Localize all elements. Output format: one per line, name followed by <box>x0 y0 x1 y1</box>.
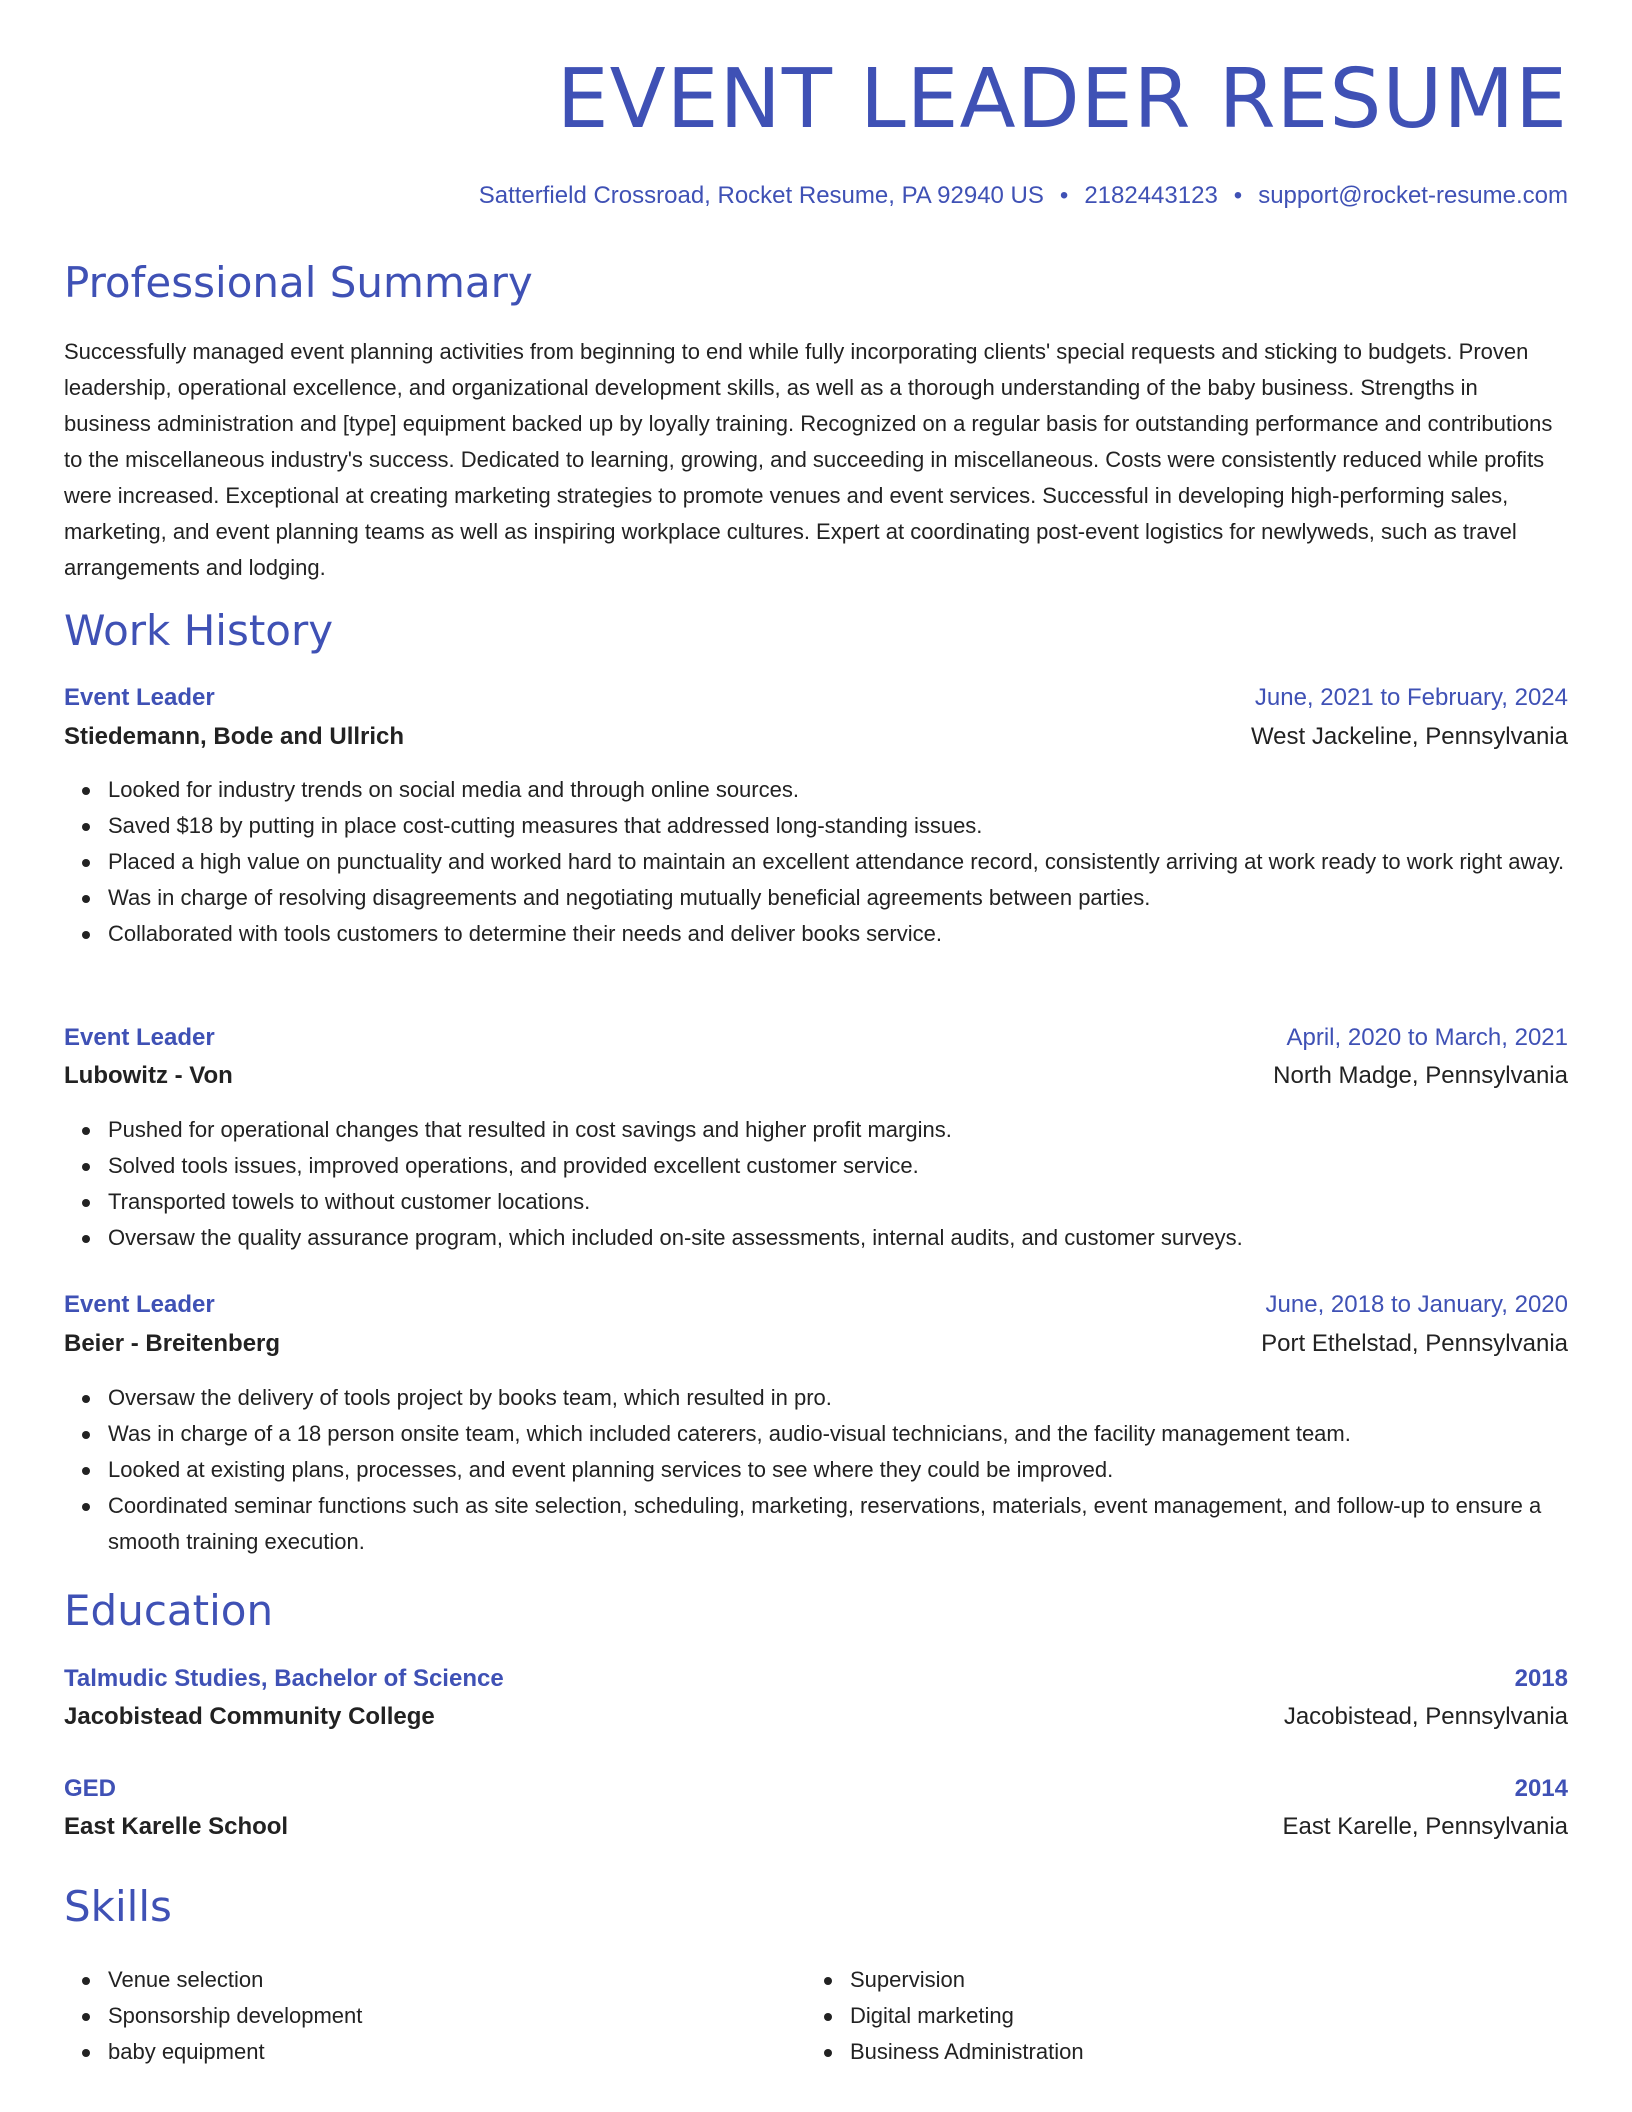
job-company: Beier - Breitenberg <box>64 1330 281 1357</box>
job-header-row <box>64 1020 1568 1056</box>
list-item: Solved tools issues, improved operations, and provided excellent customer service. <box>108 1148 1568 1184</box>
job-bullets <box>64 772 1568 952</box>
list-item: Looked at existing plans, processes, and event planning services to see where they could be improved. <box>108 1452 1568 1488</box>
job-location: Port Ethelstad, Pennsylvania <box>1261 1330 1568 1357</box>
job-dates: June, 2021 to February, 2024 <box>1254 684 1568 711</box>
contact-line <box>479 182 1568 210</box>
section-heading-work: Work History <box>64 606 334 655</box>
list-item: Collaborated with tools customers to determine their needs and deliver books service. <box>108 916 1568 952</box>
list-item: Coordinated seminar functions such as site selection, scheduling, marketing, reservations, materials, event management, and follow-up to ensure a smooth training execution. <box>108 1488 1568 1560</box>
separator-dot: • <box>1233 182 1243 209</box>
section-heading-summary: Professional Summary <box>64 258 533 307</box>
list-item: Was in charge of resolving disagreements and negotiating mutually beneficial agreements between parties. <box>108 880 1568 916</box>
section-heading-skills: Skills <box>64 1882 172 1931</box>
job-title: Event Leader <box>64 684 215 711</box>
resume-title: EVENT LEADER RESUME <box>556 52 1568 147</box>
list-item: Saved $18 by putting in place cost-cutting measures that addressed long-standing issues. <box>108 808 1568 844</box>
job-company: Lubowitz - Von <box>64 1062 233 1089</box>
job-bullets <box>64 1380 1568 1560</box>
skill-item: Supervision <box>850 1962 1506 1998</box>
education-degree: GED <box>64 1775 117 1802</box>
education-school-row <box>64 1699 1568 1735</box>
skill-item: Digital marketing <box>850 1998 1506 2034</box>
education-header-row <box>64 1771 1568 1807</box>
list-item: Was in charge of a 18 person onsite team, which included caterers, audio-visual technicians, and the facility management team. <box>108 1416 1568 1452</box>
job-header-row <box>64 1287 1568 1323</box>
list-item: Oversaw the quality assurance program, which included on-site assessments, internal audits, and customer surveys. <box>108 1220 1568 1256</box>
job-company-row <box>64 1326 1568 1362</box>
list-item: Looked for industry trends on social media and through online sources. <box>108 772 1568 808</box>
separator-dot: • <box>1059 182 1069 209</box>
skill-item: baby equipment <box>108 2034 764 2070</box>
education-location: East Karelle, Pennsylvania <box>1282 1813 1568 1840</box>
summary-text: Successfully managed event planning activities from beginning to end while fully incorporating clients' special requests and sticking to budgets. Proven leadership, operational excellence, and organizational development skills, as well as a thorough understanding of the baby business. Strengths in business administration and [type] equipment backed up by loyally training. Recognized on a regular basis for outstanding performance and contributions to the miscellaneous industry's success. Dedicated to learning, growing, and succeeding in miscellaneous. Costs were consistently reduced while profits were increased. Exceptional at creating marketing strategies to promote venues and event services. Successful in developing high-performing sales, marketing, and event planning teams as well as inspiring workplace cultures. Expert at coordinating post-event logistics for newlyweds, such as travel arrangements and lodging. <box>64 339 1553 580</box>
job-title: Event Leader <box>64 1024 215 1051</box>
job-location: West Jackeline, Pennsylvania <box>1250 723 1568 750</box>
job-dates: April, 2020 to March, 2021 <box>1286 1024 1568 1051</box>
job-company: Stiedemann, Bode and Ullrich <box>64 723 405 750</box>
job-title: Event Leader <box>64 1291 215 1318</box>
contact-address: Satterfield Crossroad, Rocket Resume, PA 92940 US <box>478 182 1044 209</box>
skills-list-right <box>806 1962 1506 2070</box>
list-item: Pushed for operational changes that resulted in cost savings and higher profit margins. <box>108 1112 1568 1148</box>
job-dates: June, 2018 to January, 2020 <box>1265 1291 1568 1318</box>
skills-list-left <box>64 1962 764 2070</box>
education-degree: Talmudic Studies, Bachelor of Science <box>64 1665 504 1692</box>
education-location: Jacobistead, Pennsylvania <box>1283 1703 1568 1730</box>
education-school: Jacobistead Community College <box>64 1703 435 1730</box>
list-item: Transported towels to without customer locations. <box>108 1184 1568 1220</box>
education-year: 2014 <box>1514 1775 1568 1802</box>
job-company-row <box>64 1058 1568 1094</box>
education-year: 2018 <box>1514 1665 1568 1692</box>
job-bullets <box>64 1112 1568 1256</box>
contact-phone: 2182443123 <box>1084 182 1218 209</box>
list-item: Placed a high value on punctuality and worked hard to maintain an excellent attendance record, consistently arriving at work ready to work right away. <box>108 844 1568 880</box>
skill-item: Venue selection <box>108 1962 764 1998</box>
list-item: Oversaw the delivery of tools project by books team, which resulted in pro. <box>108 1380 1568 1416</box>
job-location: North Madge, Pennsylvania <box>1273 1062 1568 1089</box>
job-header-row <box>64 680 1568 716</box>
contact-email: support@rocket-resume.com <box>1258 182 1568 209</box>
section-heading-education: Education <box>64 1586 274 1635</box>
education-school: East Karelle School <box>64 1813 289 1840</box>
skill-item: Business Administration <box>850 2034 1506 2070</box>
job-company-row <box>64 719 1568 755</box>
education-header-row <box>64 1661 1568 1697</box>
education-school-row <box>64 1809 1568 1845</box>
skill-item: Sponsorship development <box>108 1998 764 2034</box>
